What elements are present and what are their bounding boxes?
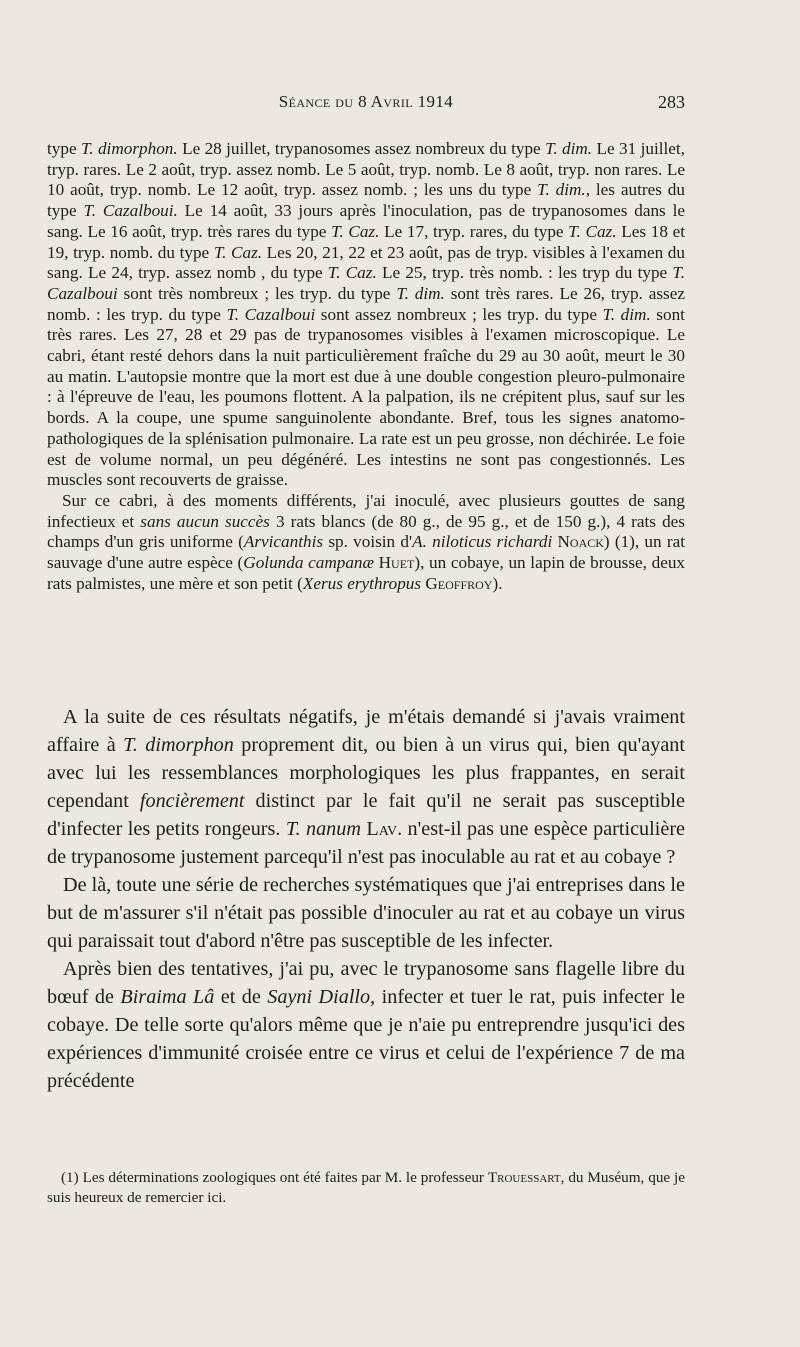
main-paragraph-systematic-research [47,871,685,955]
italic-term: Xerus erythropus [302,573,422,593]
text-run: , les autres du type [47,180,685,221]
text-run: (1) Les déterminations zoologiques ont été faites par M. le professeur [61,1169,488,1186]
main-paragraph-negative-results [47,703,685,871]
text-run: A la suite de ces résultats négatifs, je m'étais demandé si j'avais vraiment affaire à [47,706,685,756]
text-run: sont très nombreux ; les tryp. du type [117,283,397,303]
author-name: Noack [557,532,604,552]
italic-term: T. dim. [545,139,593,158]
main-paragraph-infection-attempts [47,955,685,1095]
text-run: De là, toute une série de recherches systématiques que j'ai entreprises dans le but de m'assurer s'il n'était pas possible d'inoculer au rat et au cobaye un virus qui paraissait tout d'abord n'être pas susceptible de les infecter. [47,874,685,952]
italic-term: A. niloticus richardi [412,532,553,552]
page-number: 283 [658,92,685,112]
text-run: Le 28 juillet, trypanosomes assez nombreux du type [177,139,546,158]
text-run: ). [492,573,503,593]
italic-term: T. nanum [285,818,361,840]
italic-term: foncièrement [139,790,245,812]
text-run: , du Muséum, que je suis heureux de remercier ici. [47,1169,685,1206]
italic-term: T. dim. [396,283,445,303]
author-name: Geoffroy [425,573,493,593]
running-title: Séance du 8 Avril 1914 [278,92,454,111]
text-run: infecter et tuer le rat, puis infecter le cobaye. De telle sorte qu'alors même que je n'aie pu entreprendre jusqu'ici des expériences d'immunité croisée entre ce virus et celui de l'expérience 7 de ma précédente [47,986,685,1092]
text-run: proprement dit, ou bien à un virus qui, bien qu'ayant avec lui les ressemblances morphologiques les plus frappantes, en serait cependant [47,734,685,812]
author-name: Lav. [366,818,403,840]
main-text [47,703,685,1095]
text-run: Le 31 juillet, tryp. rares. Le 2 août, tryp. assez nomb. Le 5 août, tryp. nomb. Le 8 août, tryp. non rares. Le 10 août, tryp. nomb. Le 12 août, tryp. assez nomb. ; les uns du type [47,139,685,200]
author-name: Trouessart [487,1169,561,1186]
italic-term: T. Caz. [331,221,380,241]
inoculation-paragraph [47,491,685,595]
italic-term: T. dimorphon. [80,139,178,158]
text-run: ) (1), un rat sauvage d'une autre espèce ( [47,532,685,573]
footnote-text [47,1168,685,1208]
text-run: Le 25, tryp. très nomb. : les tryp du type [376,263,673,283]
text-run: Les 20, 21, 22 et 23 août, pas de tryp. visibles à l'examen du sang. Le 24, tryp. assez nomb , du type [47,242,685,283]
italic-term: T. Caz. [213,242,263,262]
italic-term: Biraima Lâ [120,986,215,1008]
italic-term: Sayni Diallo, [267,986,376,1008]
text-run: Le 14 août, 33 jours après l'inoculation, pas de trypanosomes dans le sang. Le 16 août, tryp. très rares du type [47,201,685,241]
page-header [47,92,685,118]
text-run: sp. voisin d' [323,532,413,552]
italic-term: T. Caz. [327,263,377,283]
experiment-log-paragraph [47,139,685,491]
text-run: type [47,139,81,158]
text-run: sont très rares. Les 27, 28 et 29 pas de trypanosomes visibles à l'examen microscopique. Le cabri, étant resté dehors dans la nuit particulièrement fraîche du 29 au 30 août, meurt le 30 au matin. L'autopsie montre que la mort est due à une double congestion pleuro-pulmonaire : à l'épreuve de l'eau, les poumons flottent. A la palpation, ils ne crépitent plus, sauf sur les bords. A la coupe, une spume sanguinolente abondante. Bref, tous les signes anatomo-pathologiques de la splénisation pulmonaire. La rate est un peu grosse, non déchirée. Le foie est de volume normal, un peu dégénéré. Les intestins ne sont pas congestionnés. Les muscles sont recouverts de graisse. [47,304,685,490]
text-run: Après bien des tentatives, j'ai pu, avec le trypanosome sans flagelle libre du bœuf de [47,958,685,1008]
text-run: et de [214,986,268,1008]
text-run: ), un cobaye, un lapin de brousse, deux rats palmistes, une mère et son petit ( [47,553,686,593]
text-run: Sur ce cabri, à des moments différents, j'ai inoculé, avec plusieurs gouttes de sang infectieux et [47,490,685,531]
text-run: distinct par le fait qu'il ne serait pas susceptible d'infecter les petits rongeurs. [47,790,686,840]
italic-term: T. dimorphon [123,734,234,756]
italic-term: T. Cazalboui. [83,201,178,221]
italic-term: T. Cazalboui [226,304,316,324]
italic-term: Arvicanthis [243,532,324,552]
italic-term: T. dim. [602,304,651,324]
italic-term: T. Cazalboui [47,263,686,303]
text-run: Le 17, tryp. rares, du type [379,221,569,241]
italic-term: sans aucun succès [140,511,270,531]
footnote [47,1168,685,1208]
italic-term: T. Caz. [568,221,617,241]
experiment-notes [47,139,685,594]
italic-term: Golunda campanæ [243,553,374,573]
text-run: sont assez nombreux ; les tryp. du type [315,304,603,324]
italic-term: T. dim. [537,180,586,200]
author-name: Huet [378,553,415,573]
text-run: n'est-il pas une espèce particulière de trypanosome justement parcequ'il n'est pas inoculable au rat et au cobaye ? [47,818,686,868]
text-run: sont très rares. Le 26, tryp. assez nomb. : les tryp. du type [47,283,685,324]
text-run: 3 rats blancs (de 80 g., de 95 g., et de 150 g.), 4 rats des champs d'un gris uniforme ( [47,511,685,552]
text-run: Les 18 et 19, tryp. nomb. du type [47,221,685,262]
